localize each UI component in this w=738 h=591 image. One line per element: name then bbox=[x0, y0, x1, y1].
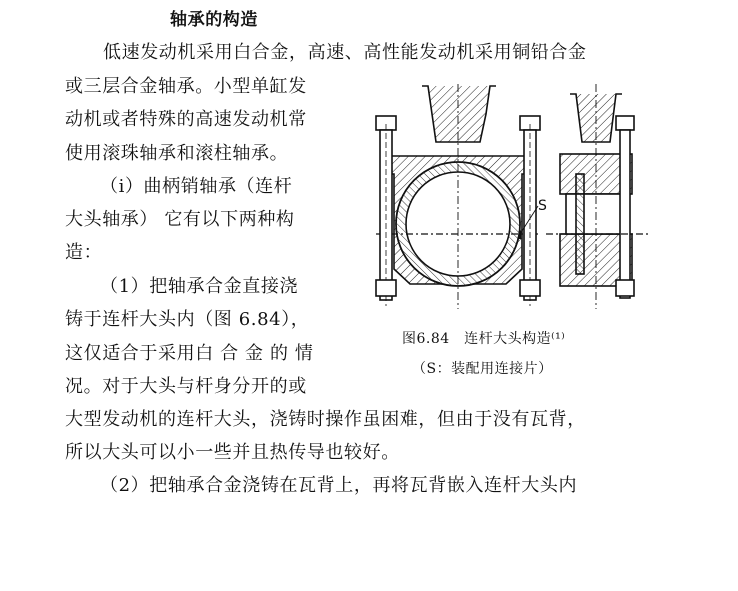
paragraph-2-line-3: 造： bbox=[65, 242, 103, 263]
connecting-rod-drawing bbox=[370, 84, 670, 314]
paragraph-4-line-1: （2）把轴承合金浇铸在瓦背上，再将瓦背嵌入连杆大头内 bbox=[100, 475, 578, 496]
paragraph-2-line-1: （ⅰ）曲柄销轴承（连杆 bbox=[100, 176, 293, 197]
paragraph-3-line-2: 铸于连杆大头内（图 6.84）， bbox=[65, 309, 310, 330]
paragraph-1-line-1: 低速发动机采用白合金，高速、高性能发动机采用铜铅合金 bbox=[103, 42, 587, 63]
front-view bbox=[376, 84, 540, 309]
figure-caption: 图6.84 连杆大头构造⁽¹⁾ bbox=[402, 331, 566, 347]
paragraph-1-line-2: 或三层合金轴承。小型单缸发 bbox=[65, 76, 307, 97]
paragraph-3-line-5: 大型发动机的连杆大头，浇铸时操作虽困难，但由于没有瓦背， bbox=[65, 409, 586, 430]
paragraph-2-line-2: 大头轴承） 它有以下两种构 bbox=[65, 209, 295, 230]
connecting-rod-figure bbox=[370, 84, 670, 314]
side-view bbox=[546, 84, 650, 309]
paragraph-3-line-3: 这仅适合于采用白 合 金 的 情 bbox=[65, 343, 314, 364]
section-heading: 轴承的构造 bbox=[170, 10, 258, 30]
paragraph-3-line-4: 况。对于大头与杆身分开的或 bbox=[65, 376, 307, 397]
figure-subcaption: （S：装配用连接片） bbox=[412, 361, 553, 377]
paragraph-3-line-6: 所以大头可以小一些并且热传导也较好。 bbox=[65, 442, 400, 463]
shim-label: S bbox=[538, 198, 547, 214]
paragraph-3-line-1: （1）把轴承合金直接浇 bbox=[100, 276, 299, 297]
paragraph-1-line-3: 动机或者特殊的高速发动机常 bbox=[65, 109, 307, 130]
paragraph-1-line-4: 使用滚珠轴承和滚柱轴承。 bbox=[65, 143, 289, 164]
